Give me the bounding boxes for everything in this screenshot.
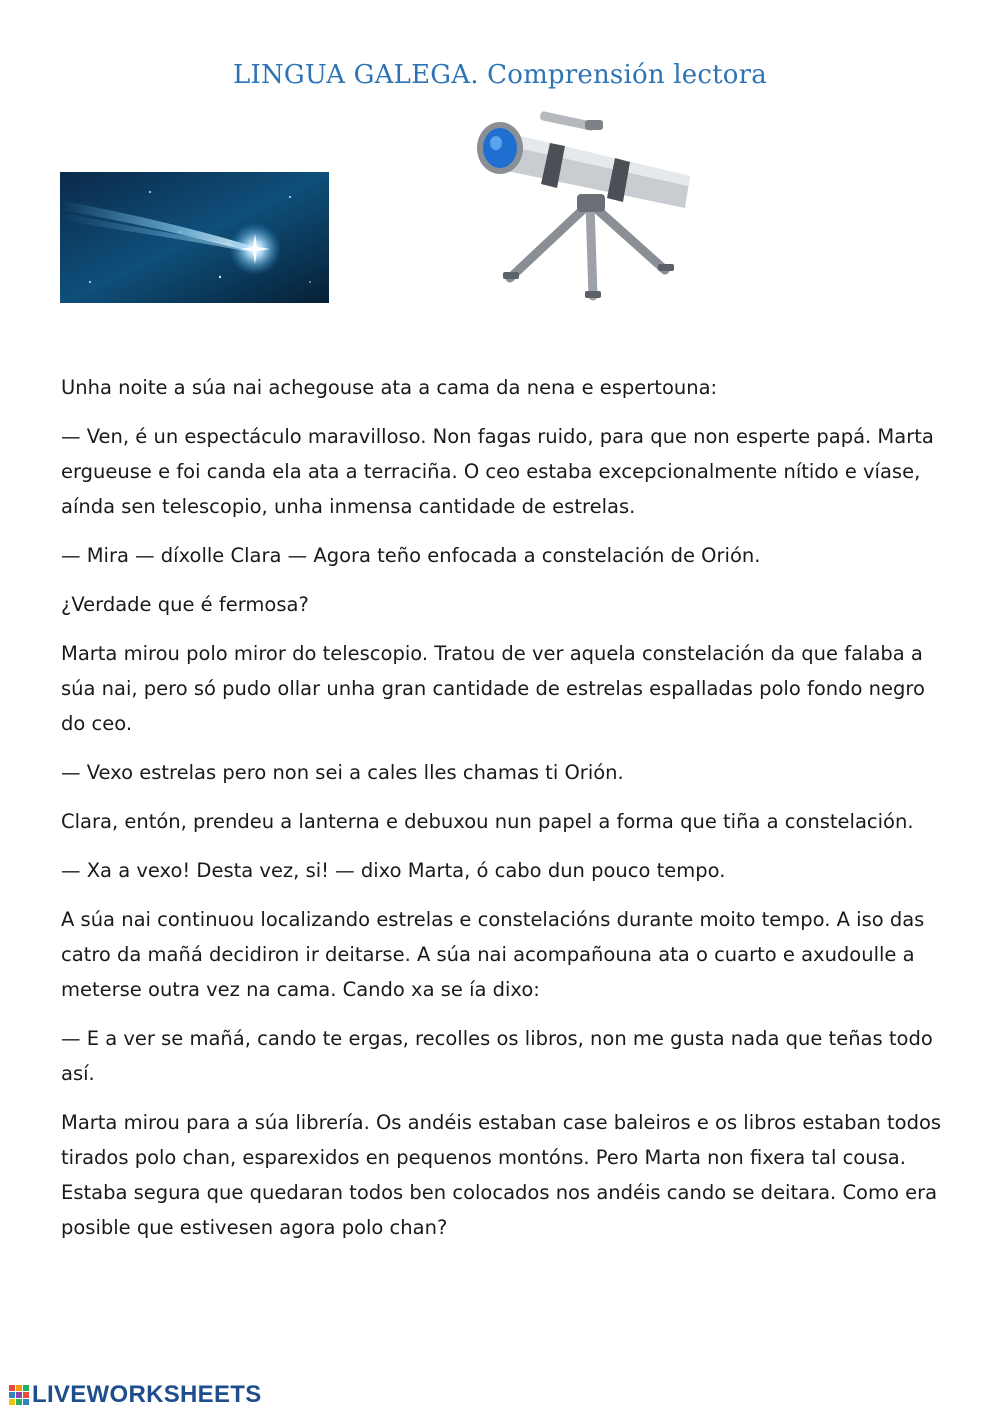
story-paragraph: Marta mirou para a súa librería. Os andéis estaban case baleiros e os libros estaban todos tirados polo chan, esparexidos en pequenos montóns. Pero Marta non fixera tal cousa. Estaba segura que quedaran todos ben colocados nos andéis cando se deitara. Como era posible que estivesen agora polo chan? xyxy=(61,1111,942,1239)
story-paragraph: — Xa a vexo! Desta vez, si! — dixo Marta, ó cabo dun pouco tempo. xyxy=(61,859,726,882)
liveworksheets-logo-icon xyxy=(8,1383,30,1407)
story-paragraph: ¿Verdade que é fermosa? xyxy=(61,593,309,616)
story-paragraph: Unha noite a súa nai achegouse ata a cama da nena e espertouna: xyxy=(61,376,718,399)
story-paragraph: — Vexo estrelas pero non sei a cales lles chamas ti Orión. xyxy=(61,761,624,784)
liveworksheets-logo-text: LIVEWORKSHEETS xyxy=(32,1381,262,1408)
story-paragraph: — Ven, é un espectáculo maravilloso. Non fagas ruido, para que non esperte papá. Marta ergueuse e foi canda ela ata a terraciña. O ceo estaba excepcionalmente nítido e víase, aínda sen telescopio, unha inmensa cantidade de estrelas. xyxy=(61,425,934,518)
story-paragraph: A súa nai continuou localizando estrelas e constelacións durante moito tempo. A iso das catro da mañá decidiron ir deitarse. A súa nai acompañouna ata o cuarto e axudoulle a meterse outra vez na cama. Cando xa se ía dixo: xyxy=(61,908,925,1001)
story-paragraph: — E a ver se mañá, cando te ergas, recolles os libros, non me gusta nada que teñas todo así. xyxy=(61,1027,933,1085)
story-paragraph: Marta mirou polo miror do telescopio. Tratou de ver aquela constelación da que falaba a súa nai, pero só pudo ollar unha gran cantidade de estrelas espalladas polo fondo negro do ceo. xyxy=(61,642,925,735)
page-title: LINGUA GALEGA. Comprensión lectora xyxy=(233,60,767,90)
liveworksheets-logo[interactable] xyxy=(8,1380,262,1410)
comet-image xyxy=(60,172,329,303)
story-paragraph: Clara, entón, prendeu a lanterna e debuxou nun papel a forma que tiña a constelación. xyxy=(61,810,914,833)
telescope-image xyxy=(465,108,710,308)
story-paragraph: — Mira — díxolle Clara — Agora teño enfocada a constelación de Orión. xyxy=(61,544,761,567)
story-text xyxy=(61,370,946,1259)
